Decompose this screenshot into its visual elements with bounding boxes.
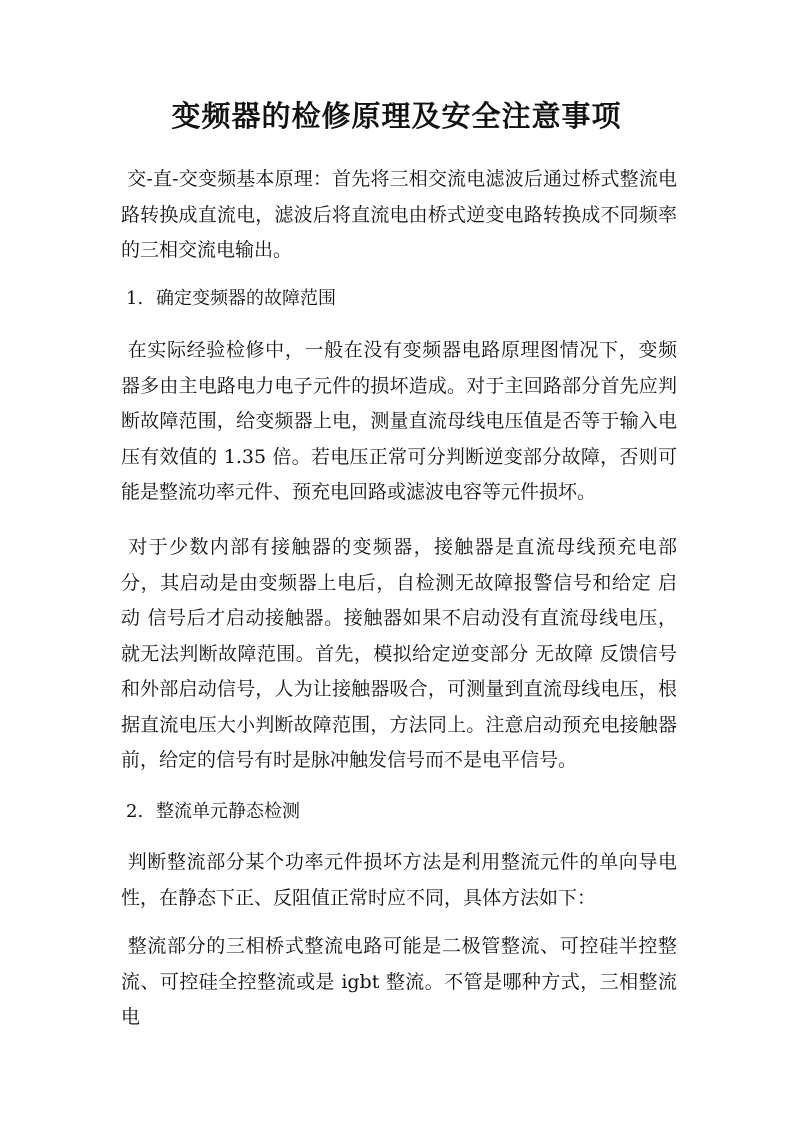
section-1-heading — [126, 284, 336, 314]
section-2-paragraph-1-text: 判断整流部分某个功率元件损坏方法是利用整流元件的单向导电性，在静态下正、反阻值正常时应不同，具体方法如下： — [121, 851, 677, 909]
section-2-paragraph-2 — [121, 929, 677, 1036]
section-1-paragraph-2-text: 对于少数内部有接触器的变频器，接触器是直流母线预充电部分，其启动是由变频器上电后，自检测无故障报警信号和给定 启动 信号后才启动接触器。接触器如果不启动没有直流母线电压，就无法判断故障范围。首先，模拟给定逆变部分 无故障 反馈信号和外部启动信号，人为让接触器吸合，可测量到直流母线电压，根据直流电压大小判断故障范围，方法同上。注意启动预充电接触器前，给定的信号有时是脉冲触发信号而不是电平信号。 — [121, 536, 677, 771]
section-2-heading — [126, 797, 300, 827]
section-1-number: 1. — [126, 288, 144, 309]
section-1-paragraph-2 — [121, 530, 677, 779]
section-1-title: 确定变频器的故障范围 — [156, 288, 336, 309]
intro-text: 交-直-交变频基本原理：首先将三相交流电滤波后通过桥式整流电路转换成直流电，滤波后将直流电由桥式逆变电路转换成不同频率的三相交流电输出。 — [121, 168, 677, 261]
section-1-paragraph-1-text: 在实际经验检修中，一般在没有变频器电路原理图情况下，变频器多由主电路电力电子元件的损坏造成。对于主回路部分首先应判断故障范围，给变频器上电，测量直流母线电压值是否等于输入电压有效值的 1.35 倍。若电压正常可分判断逆变部分故障，否则可能是整流功率元件、预充电回路或滤波电容等元件损坏。 — [121, 339, 677, 503]
section-2-title: 整流单元静态检测 — [156, 801, 300, 822]
section-2-paragraph-2-text: 整流部分的三相桥式整流电路可能是二极管整流、可控硅半控整流、可控硅全控整流或是 igbt 整流。不管是哪种方式，三相整流电 — [121, 935, 677, 1028]
section-1-paragraph-1 — [121, 333, 677, 511]
section-2-paragraph-1 — [121, 845, 677, 916]
section-2-number: 2. — [126, 801, 144, 822]
document-title: 变频器的检修原理及安全注意事项 — [171, 99, 622, 133]
intro-paragraph — [121, 162, 677, 269]
